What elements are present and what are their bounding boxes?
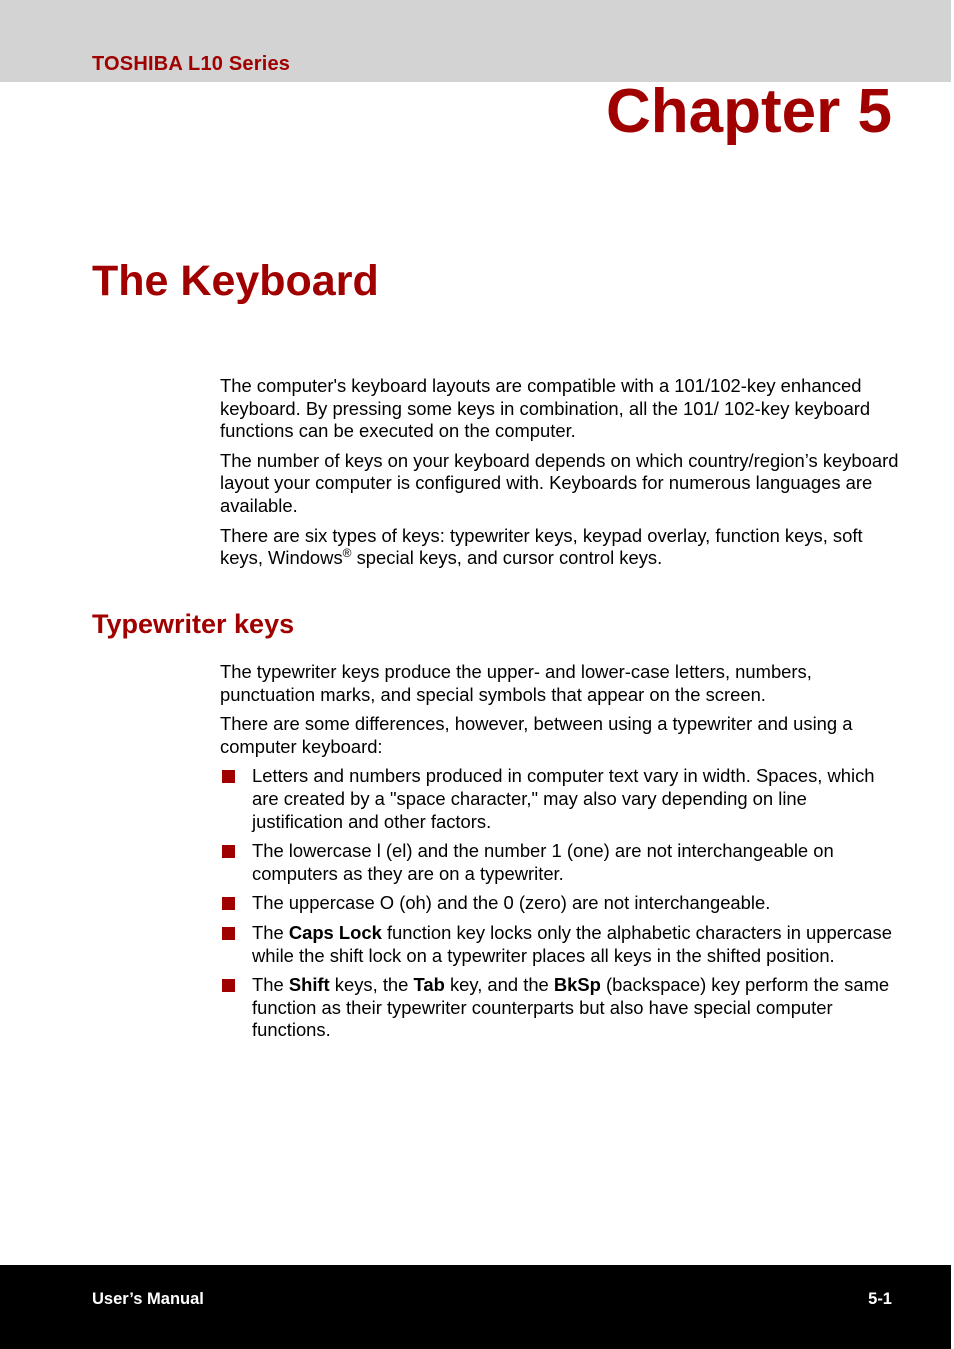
- list-item-text-mid-1: keys, the: [329, 974, 414, 996]
- list-item: [220, 892, 900, 915]
- square-bullet-icon: [222, 979, 235, 992]
- registered-mark: ®: [342, 546, 352, 561]
- list-item-text-post: (backspace) key perform the same function as their typewriter counterparts but also have special computer functions.: [252, 974, 890, 1041]
- key-name-tab: Tab: [413, 974, 445, 996]
- list-item: [220, 922, 900, 967]
- list-item-text-pre: The: [252, 921, 289, 943]
- list-item-text: The lowercase l (el) and the number 1 (one) are not interchangeable on computers as they are on a typewriter.: [252, 840, 834, 884]
- footer-manual-label: User’s Manual: [92, 1290, 204, 1308]
- chapter-title: Chapter 5: [606, 77, 892, 146]
- list-item: [220, 974, 900, 1042]
- list-item-text: Letters and numbers produced in computer text vary in width. Spaces, which are created by a "space character," may also vary depending on line justification and other factors.: [252, 765, 875, 832]
- list-item-text: The uppercase O (oh) and the 0 (zero) are not interchangeable.: [252, 892, 771, 914]
- typewriter-section: [220, 661, 900, 1049]
- square-bullet-icon: [222, 845, 235, 858]
- differences-list: [220, 765, 900, 1042]
- list-item-text-pre: The: [252, 974, 289, 996]
- key-name-caps-lock: Caps Lock: [288, 921, 382, 943]
- page-title: The Keyboard: [92, 257, 379, 305]
- square-bullet-icon: [222, 927, 235, 940]
- intro-paragraph-3: [220, 525, 900, 570]
- key-name-shift: Shift: [288, 974, 330, 996]
- intro-section: [220, 375, 900, 577]
- list-item: [220, 840, 900, 885]
- typewriter-paragraph-1: The typewriter keys produce the upper- and lower-case letters, numbers, punctuation marks, and special symbols that appear on the screen.: [220, 661, 812, 705]
- list-item: [220, 765, 900, 833]
- square-bullet-icon: [222, 770, 235, 783]
- intro-p3-text-after: special keys, and cursor control keys.: [351, 547, 663, 569]
- section-heading-typewriter-keys: Typewriter keys: [92, 609, 295, 639]
- footer-page-number: 5-1: [868, 1290, 892, 1308]
- intro-paragraph-1: The computer's keyboard layouts are compatible with a 101/102-key enhanced keyboard. By pressing some keys in combination, all the 101/ 102-key keyboard functions can be executed on the computer.: [220, 375, 871, 442]
- list-item-text-mid-2: key, and the: [444, 974, 554, 996]
- series-label: TOSHIBA L10 Series: [92, 53, 291, 75]
- list-item-text-post: function key locks only the alphabetic characters in uppercase while the shift lock on a typewriter places all keys in the shifted position.: [252, 921, 892, 966]
- square-bullet-icon: [222, 897, 235, 910]
- key-name-bksp: BkSp: [553, 974, 601, 996]
- typewriter-paragraph-2: There are some differences, however, between using a typewriter and using a computer keyboard:: [220, 713, 853, 757]
- intro-paragraph-2: The number of keys on your keyboard depends on which country/region’s keyboard layout your computer is configured with. Keyboards for numerous languages are available.: [220, 449, 899, 516]
- intro-p3-text-before: There are six types of keys: typewriter keys, keypad overlay, function keys, soft keys, Windows: [220, 524, 863, 569]
